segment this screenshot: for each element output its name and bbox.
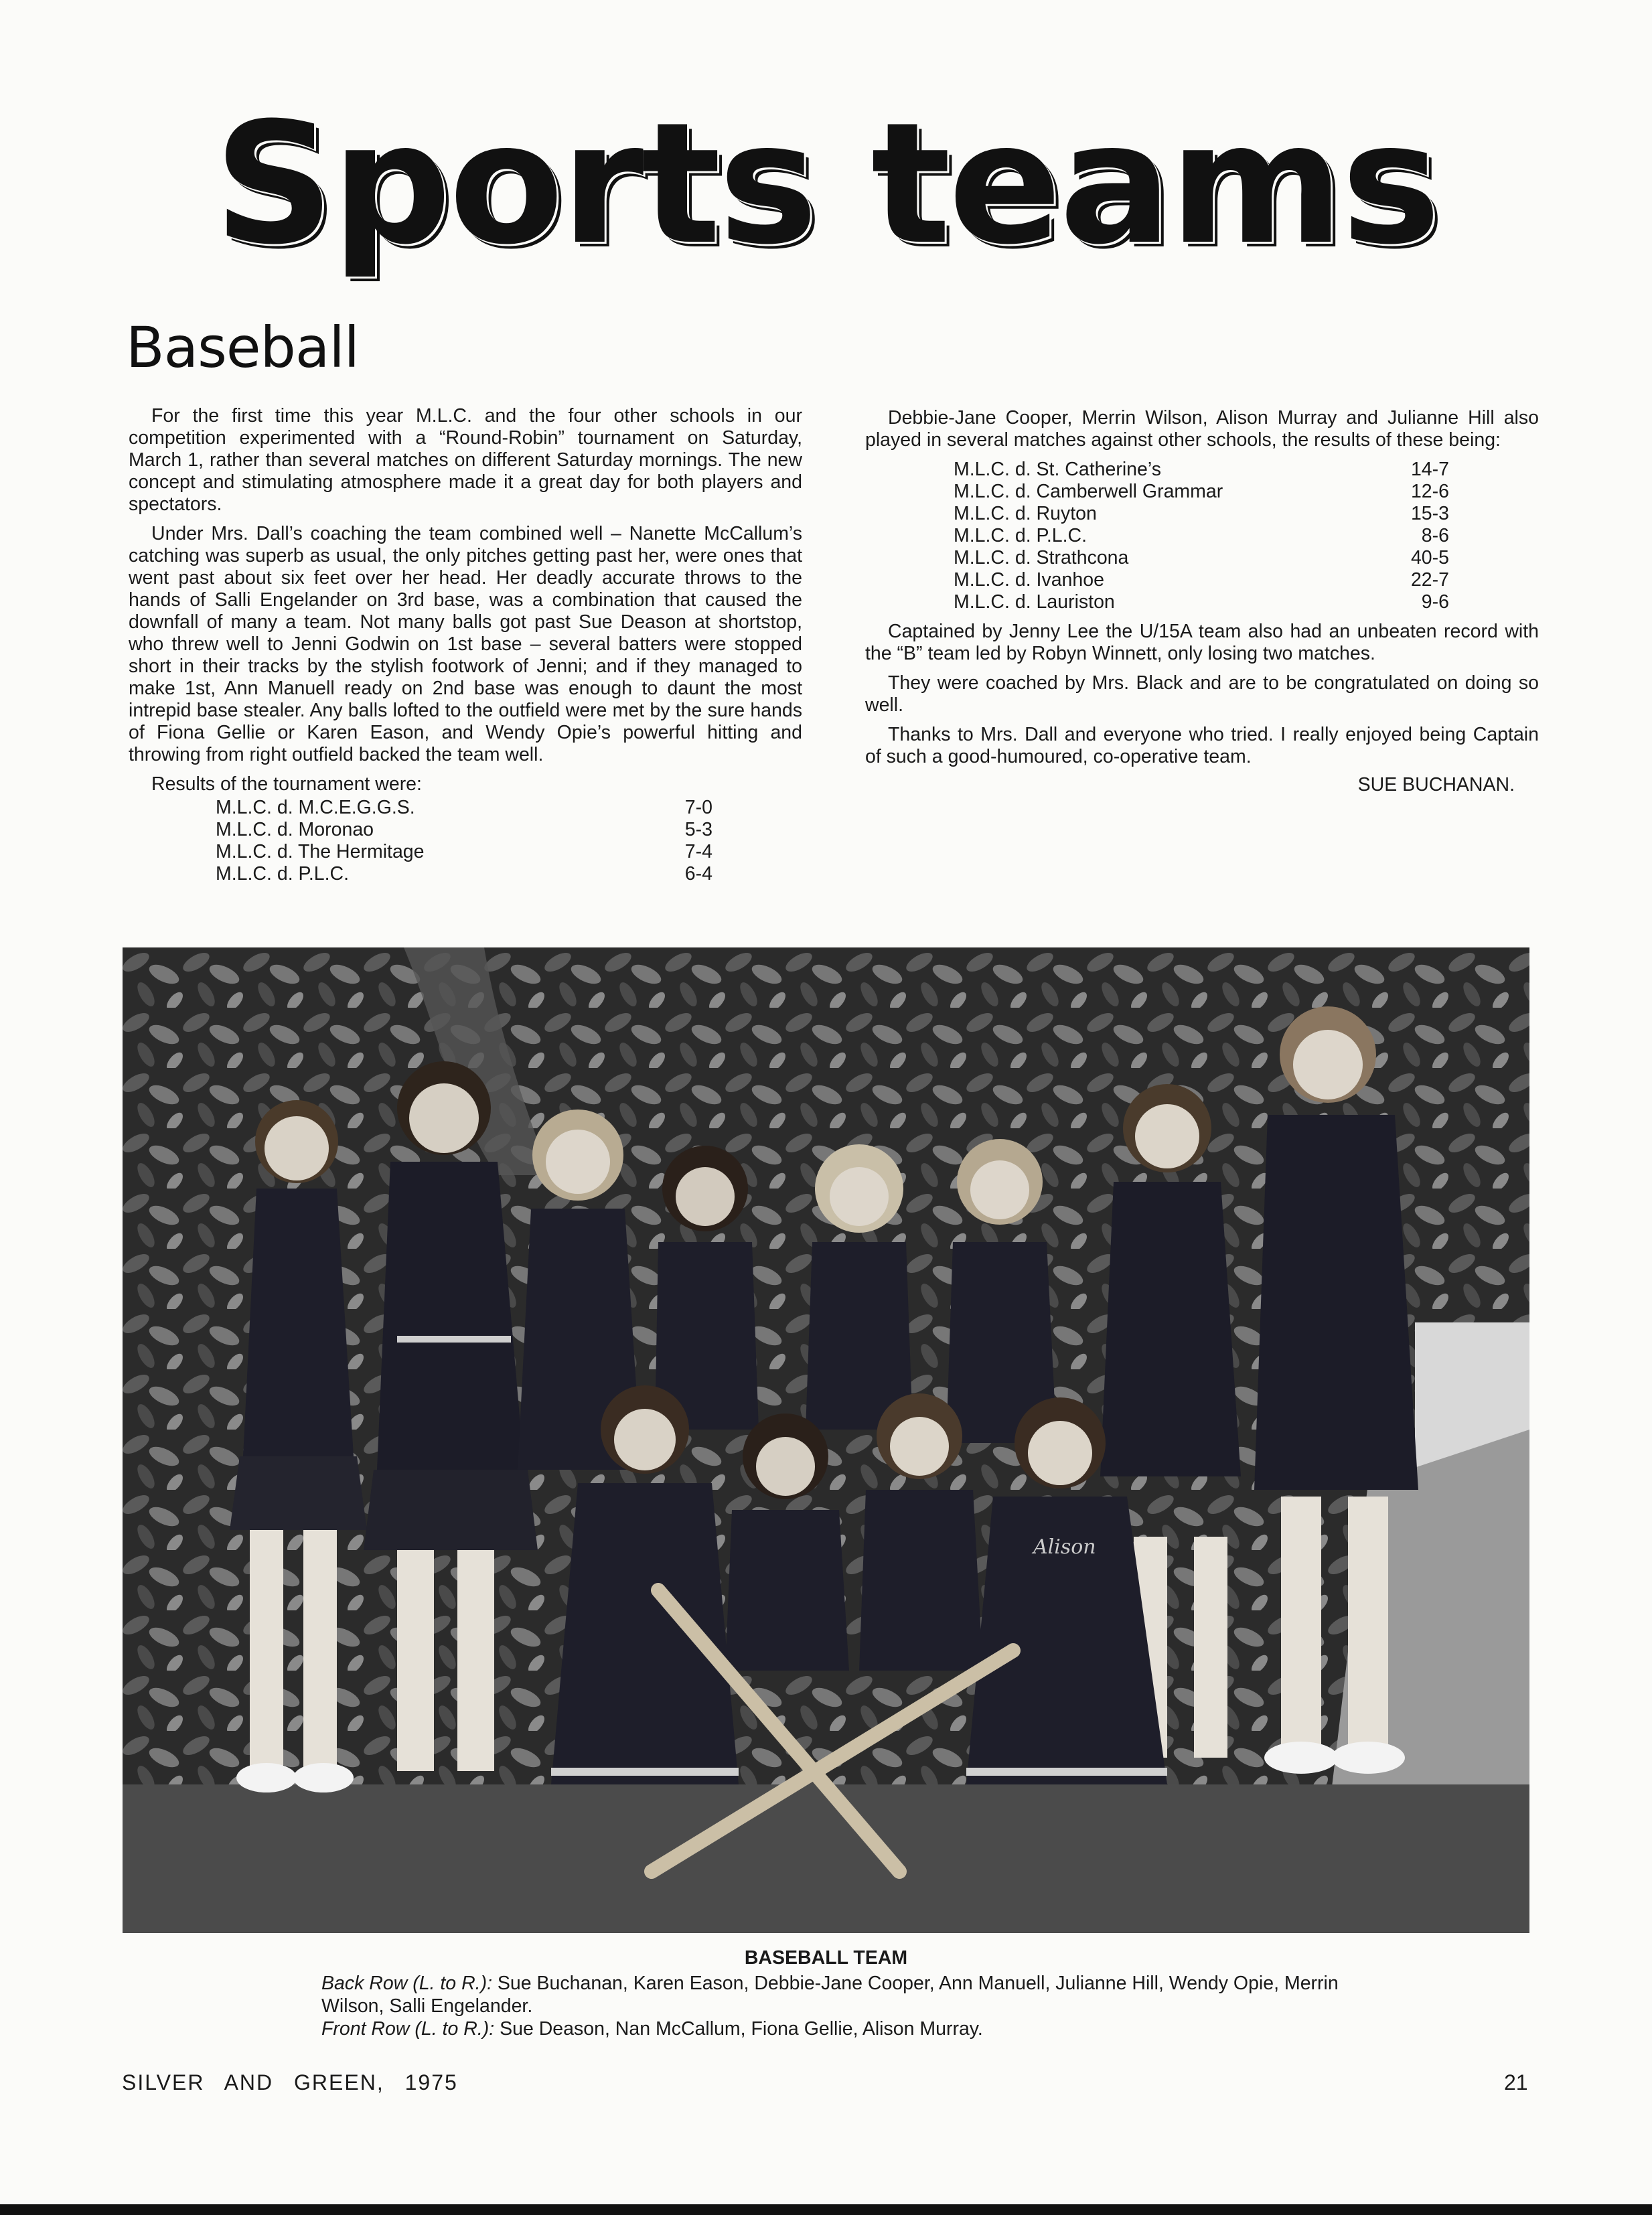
player: [946, 1139, 1057, 1443]
result-match: M.L.C. d. Ivanhoe: [954, 569, 1104, 591]
result-score: 5-3: [684, 819, 712, 840]
page-title: Sports teams: [214, 86, 1438, 281]
result-row: [954, 459, 1449, 481]
result-row: [216, 819, 712, 841]
result-match: M.L.C. d. Ruyton: [954, 503, 1097, 524]
result-score: 40-5: [1410, 547, 1449, 568]
section-heading-baseball: Baseball: [126, 315, 360, 380]
other-results-list: [954, 459, 1449, 613]
result-row: [216, 797, 712, 819]
result-score: 6-4: [684, 863, 712, 885]
results-intro: Results of the tournament were:: [151, 773, 422, 795]
photo-caption-title: BASEBALL TEAM: [744, 1947, 908, 1969]
paragraph: They were coached by Mrs. Black and are to be congratulated on doing so well.: [865, 672, 1539, 716]
caption-back-row-names: Sue Buchanan, Karen Eason, Debbie-Jane Cooper, Ann Manuell, Julianne Hill, Wendy Opie, Merrin Wilson, Salli Engelander.: [321, 1973, 1339, 2017]
left-column: [129, 405, 802, 893]
ground: [123, 1784, 1529, 1933]
result-score: 9-6: [1421, 591, 1449, 613]
player: [806, 1144, 913, 1430]
result-match: M.L.C. d. P.L.C.: [954, 525, 1087, 546]
paragraph: Debbie-Jane Cooper, Merrin Wilson, Alison Murray and Julianne Hill also played in several matches against other schools, the results of these being:: [865, 407, 1539, 451]
result-score: 12-6: [1410, 481, 1449, 502]
footer-page-number: 21: [1504, 2070, 1528, 2094]
result-row: [954, 525, 1449, 547]
result-row: [954, 591, 1449, 613]
player: [655, 1146, 759, 1430]
paragraph: For the first time this year M.L.C. and the four other schools in our competition experimented with a “Round-Robin” tournament on Saturday, March 1, rather than several matches on different Saturday mornings. The new concept and stimulating atmosphere made it a great day for both players and spectators.: [129, 405, 802, 515]
result-match: M.L.C. d. The Hermitage: [216, 841, 425, 862]
result-match: M.L.C. d. Strathcona: [954, 547, 1129, 568]
right-column: [865, 407, 1539, 796]
result-score: 15-3: [1410, 503, 1449, 524]
author-signature: SUE BUCHANAN.: [1357, 774, 1515, 795]
scan-bottom-edge: [0, 2204, 1652, 2215]
result-score: 8-6: [1421, 525, 1449, 546]
result-match: M.L.C. d. Camberwell Grammar: [954, 481, 1223, 502]
result-score: 7-0: [684, 797, 712, 818]
result-row: [216, 863, 712, 885]
result-match: M.L.C. d. M.C.E.G.G.S.: [216, 797, 415, 818]
result-row: [954, 547, 1449, 569]
photo-caption: [321, 1972, 1366, 2040]
caption-back-row-label: Back Row (L. to R.):: [321, 1973, 492, 1994]
footer-publication: SILVER AND GREEN, 1975: [122, 2070, 458, 2094]
result-match: M.L.C. d. Moronao: [216, 819, 374, 840]
result-match: M.L.C. d. Lauriston: [954, 591, 1115, 613]
result-row: [954, 569, 1449, 591]
jersey-name: Alison: [1033, 1535, 1096, 1559]
caption-front-row-names: Sue Deason, Nan McCallum, Fiona Gellie, Alison Murray.: [500, 2018, 983, 2040]
paragraph: Captained by Jenny Lee the U/15A team also had an unbeaten record with the “B” team led by Robyn Winnett, only losing two matches.: [865, 621, 1539, 664]
result-score: 22-7: [1410, 569, 1449, 591]
tournament-results-list: [216, 797, 712, 885]
result-score: 14-7: [1410, 459, 1449, 480]
result-row: [216, 841, 712, 863]
result-row: [954, 503, 1449, 525]
paragraph: Thanks to Mrs. Dall and everyone who tried. I really enjoyed being Captain of such a good-humoured, co-operative team.: [865, 724, 1539, 767]
result-score: 7-4: [684, 841, 712, 862]
result-row: [954, 481, 1449, 503]
result-match: M.L.C. d. P.L.C.: [216, 863, 350, 885]
team-photo-illustration: [123, 947, 1529, 1933]
paragraph: Under Mrs. Dall’s coaching the team combined well – Nanette McCallum’s catching was superb as usual, the only pitches getting past her, were ones that went past about six feet over her head. Her deadly accurate throws to the hands of Salli Engelander on 3rd base, was a combination that caused the downfall of many a team. Not many balls got past Sue Deason at shortstop, who threw well to Jenni Godwin on 1st base – several batters were stopped short in their tracks by the stylish footwork of Jenni; and if they managed to make 1st, Ann Manuell ready on 2nd base was enough to daunt the most intrepid base stealer. Any balls lofted to the outfield were met by the sure hands of Fiona Gellie or Karen Eason, and Wendy Opie’s powerful hitting and throwing from right outfield backed the team well.: [129, 523, 802, 765]
result-match: M.L.C. d. St. Catherine’s: [954, 459, 1161, 480]
caption-front-row-label: Front Row (L. to R.):: [321, 2018, 495, 2040]
team-photo: [123, 947, 1529, 1933]
